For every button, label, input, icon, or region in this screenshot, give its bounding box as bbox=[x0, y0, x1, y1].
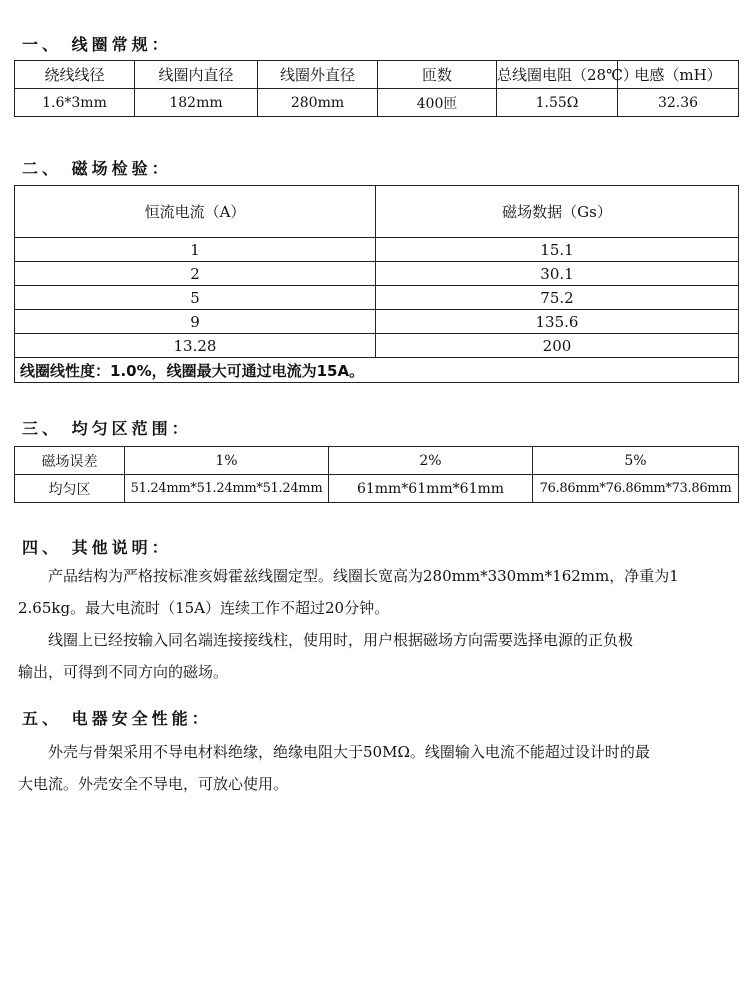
current-cell: 13.28 bbox=[15, 334, 376, 358]
current-cell: 9 bbox=[15, 310, 376, 334]
value-wire-diameter: 1.6*3mm bbox=[15, 89, 135, 117]
header-wire-diameter: 绕线线径 bbox=[15, 61, 135, 89]
table-row bbox=[15, 262, 739, 286]
header-outer-diameter: 线圈外直径 bbox=[258, 61, 378, 89]
current-cell: 5 bbox=[15, 286, 376, 310]
table-row bbox=[15, 475, 739, 503]
table-row bbox=[15, 334, 739, 358]
label-uniform-region: 均匀区 bbox=[15, 475, 125, 503]
table-note-row bbox=[15, 358, 739, 383]
error-2pct: 2% bbox=[329, 447, 533, 475]
error-1pct: 1% bbox=[125, 447, 329, 475]
error-5pct: 5% bbox=[533, 447, 739, 475]
table-row bbox=[15, 310, 739, 334]
value-inner-diameter: 182mm bbox=[135, 89, 258, 117]
table-header-row bbox=[15, 61, 739, 89]
section-title-electrical-safety: 五、 电器安全性能： bbox=[22, 709, 212, 728]
field-cell: 200 bbox=[376, 334, 739, 358]
header-inner-diameter: 线圈内直径 bbox=[135, 61, 258, 89]
header-current: 恒流电流（A） bbox=[15, 186, 376, 238]
value-inductance: 32.36 bbox=[618, 89, 739, 117]
section-title-uniform-region: 三、 均匀区范围： bbox=[22, 419, 192, 438]
value-turns: 400匝 bbox=[378, 89, 497, 117]
field-cell: 30.1 bbox=[376, 262, 739, 286]
region-2pct: 61mm*61mm*61mm bbox=[329, 475, 533, 503]
uniform-region-table bbox=[14, 446, 739, 503]
value-resistance: 1.55Ω bbox=[497, 89, 618, 117]
paragraph-line: 外壳与骨架采用不导电材料绝缘，绝缘电阻大于50MΩ。线圈输入电流不能超过设计时的最 bbox=[48, 743, 650, 761]
paragraph-line: 产品结构为严格按标准亥姆霍兹线圈定型。线圈长宽高为280mm*330mm*162mm，净重为1 bbox=[48, 567, 679, 585]
current-cell: 2 bbox=[15, 262, 376, 286]
linearity-note: 线圈线性度：1.0%，线圈最大可通过电流为15A。 bbox=[15, 358, 739, 383]
paragraph-line: 输出，可得到不同方向的磁场。 bbox=[18, 663, 229, 681]
table-row bbox=[15, 447, 739, 475]
field-cell: 75.2 bbox=[376, 286, 739, 310]
table-row bbox=[15, 238, 739, 262]
field-cell: 135.6 bbox=[376, 310, 739, 334]
table-row bbox=[15, 286, 739, 310]
safety-body bbox=[18, 736, 748, 800]
other-notes-body bbox=[18, 560, 748, 688]
paragraph-line: 大电流。外壳安全不导电，可放心使用。 bbox=[18, 775, 289, 793]
header-turns: 匝数 bbox=[378, 61, 497, 89]
header-resistance: 总线圈电阻（28℃） bbox=[497, 61, 618, 89]
header-inductance: 电感（mH） bbox=[618, 61, 739, 89]
section-title-other-notes: 四、 其他说明： bbox=[22, 538, 172, 557]
field-test-table bbox=[14, 185, 739, 383]
section-title-field-test: 二、 磁场检验： bbox=[22, 159, 172, 178]
coil-spec-table bbox=[14, 60, 739, 117]
label-field-error: 磁场误差 bbox=[15, 447, 125, 475]
value-outer-diameter: 280mm bbox=[258, 89, 378, 117]
header-field: 磁场数据（Gs） bbox=[376, 186, 739, 238]
section-title-coil: 一、 线圈常规： bbox=[22, 35, 172, 54]
paragraph-line: 线圈上已经按输入同名端连接接线柱，使用时，用户根据磁场方向需要选择电源的正负极 bbox=[48, 631, 634, 649]
table-header-row bbox=[15, 186, 739, 238]
paragraph-line: 2.65kg。最大电流时（15A）连续工作不超过20分钟。 bbox=[18, 599, 390, 617]
table-row bbox=[15, 89, 739, 117]
region-5pct: 76.86mm*76.86mm*73.86mm bbox=[533, 475, 739, 503]
field-cell: 15.1 bbox=[376, 238, 739, 262]
region-1pct: 51.24mm*51.24mm*51.24mm bbox=[125, 475, 329, 503]
current-cell: 1 bbox=[15, 238, 376, 262]
